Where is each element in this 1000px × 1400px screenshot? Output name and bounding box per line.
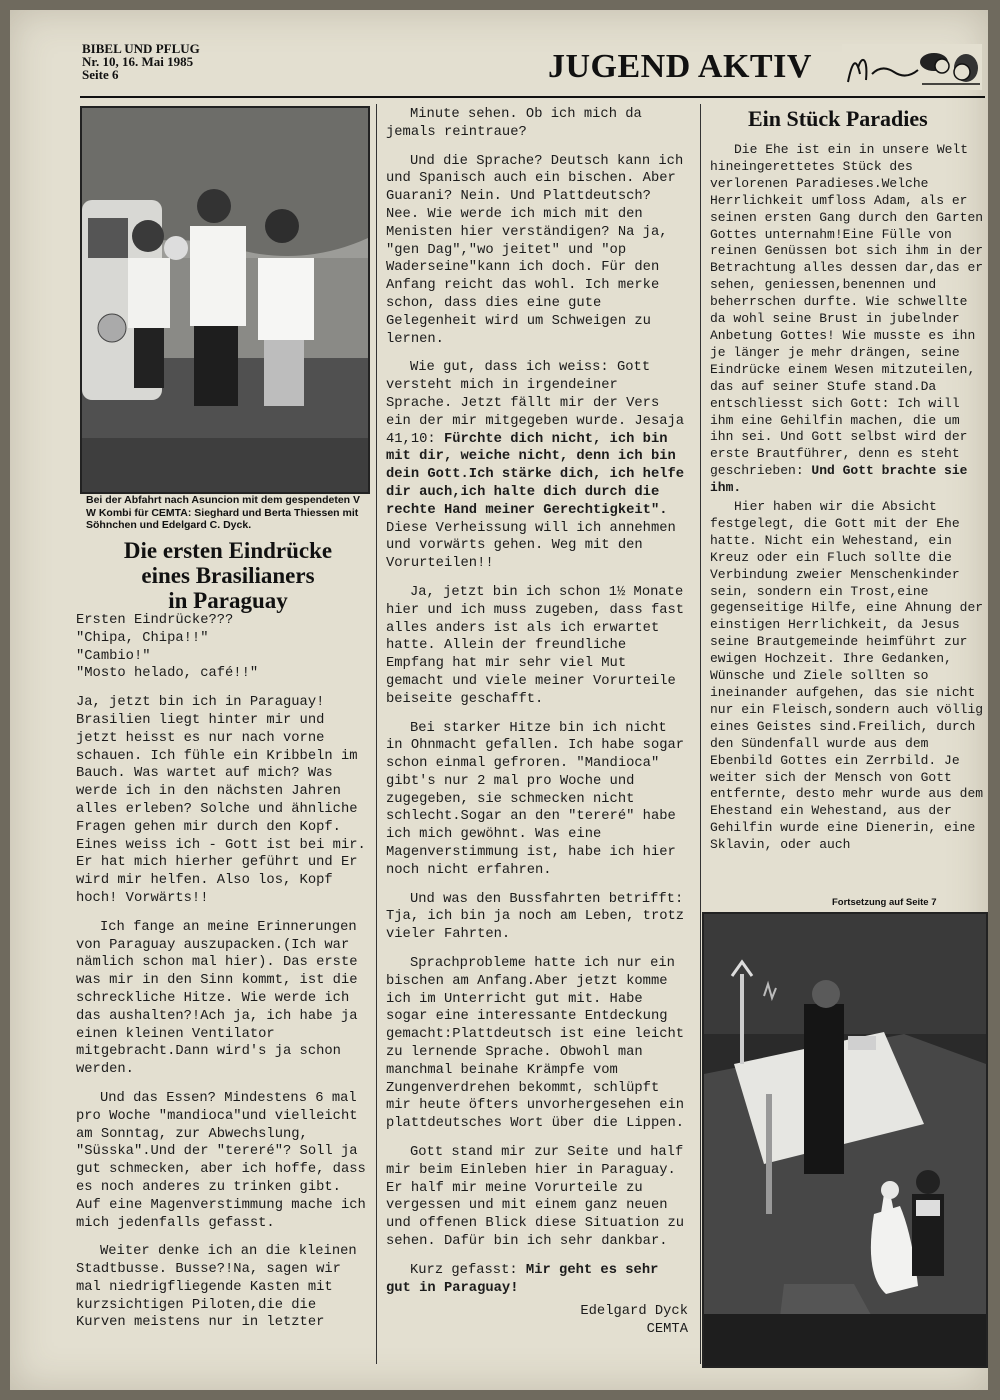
verse-intro: Wie gut, dass ich weiss: Gott versteht mich in irgendeiner Sprache. Jetzt fällt mir der Vers ein der mir mitgegeben wurde. Jesaja 41,10:: [386, 360, 685, 447]
article-paragraph: Bei starker Hitze bin ich nicht in Ohnmacht gefallen. Ich habe sogar schon einmal gefroren. "Mandioca" gibt's nur 2 mal pro Woche und zugegeben, sie schmecken nicht schlecht.Sogar an den "tereré" habe ich mich gewöhnt. Was eine Magenverstimmung ist, habe ich hier noch nicht erfahren.: [386, 720, 685, 878]
page-number: Seite 6: [82, 67, 119, 82]
header-rule: [80, 96, 985, 98]
article2-paragraph: [710, 142, 986, 497]
bible-verse: Fürchte dich nicht, ich bin mit dir, weiche nicht, denn ich bin dein Gott.Ich stärke dich, ich helfe dir auch,ich halte dich durch die rechte Hand meiner Gerechtigkeit".: [386, 431, 685, 518]
article-column-2: [386, 106, 688, 1339]
article-paragraph: Ersten Eindrücke??? "Chipa, Chipa!!" "Cambio!" "Mosto helado, café!!": [76, 613, 259, 682]
article2-text: Die Ehe ist ein in unsere Welt hineingerettetes Stück des verlorenen Paradieses.Welche Herrlichkeit umfloss Adam, als er seinen ersten Gang durch den Garten Gottes unternahm!Eine Fülle von reinen Genüssen bot sich ihm in der Betrachtung alles dessen dar,das er sehen, geniessen,benennen und beherrschen durfte. Wie schwellte da wohl seine Brust in jubelnder Anbetung Gottes! Wie musste es ihn je länger je mehr drängen, seine Eindrücke einem Wesen mitzuteilen, das auf seiner Stufe stand.Da entschliesst sich Gott: Ich will ihm eine Gehilfin machen, die um ihn sei. Und Gott selbst wird der erste Brautführer, denn es steht geschrieben:: [710, 142, 984, 479]
wedding-photo: [702, 912, 988, 1368]
article-paragraph: Gott stand mir zur Seite und half mir beim Einleben hier in Paraguay. Er half mir meine Vorurteile zu vergessen und mit einem ganz neuen und offenen Blick diese Situation zu sehen. Dafür bin ich sehr dankbar.: [386, 1145, 685, 1250]
article-paragraph: Minute sehen. Ob ich mich da jemals reintraue?: [386, 107, 642, 140]
header-illustration: [842, 44, 982, 90]
closing-statement: Mir geht es sehr gut in Paraguay!: [386, 1262, 659, 1296]
departure-photo: [80, 106, 370, 494]
article-paragraph: Und die Sprache? Deutsch kann ich und Spanisch auch ein bischen. Aber Guarani? Nein. Und Plattdeutsch? Nee. Wie werde ich mich mit den Menisten hier verständigen? Na ja, "gen Dag","wo jeitet" und "op Waderseine"kann ich doch. Für den Anfang reicht das wohl. Ich merke schon, dass dies eine gute Gelegenheit wird um Schweigen zu lernen.: [386, 153, 684, 347]
article-paragraph: Und das Essen? Mindestens 6 mal pro Woche "mandioca"und vielleicht am Sonntag, zur Abwechslung, "Süsska".Und der "tereré"? Soll ja gut schmecken, aber ich hoffe, dass es noch anderes zu trinken gibt. Auf eine Magenverstimmung mache ich mich jedenfalls gefasst.: [76, 1090, 366, 1231]
closing-paragraph: [386, 1262, 688, 1298]
article2-title: Ein Stück Paradies: [748, 106, 928, 131]
article-column-3: [710, 142, 986, 865]
article-paragraph: Ich fange an meine Erinnerungen von Paraguay auszupacken.(Ich war nämlich schon mal hier). Das erste was mir in den Sinn kommt, ist die schreckliche Hitze. Wie werde ich das aushalten?!Ach ja, ich habe ja einen kleinen Ventilator mitgebracht.Dann wird's ja schon werden.: [76, 919, 358, 1078]
issue-date: Nr. 10, 16. Mai 1985: [82, 54, 194, 69]
closing-intro: Kurz gefasst:: [410, 1262, 526, 1278]
verse-after: Diese Verheissung will ich annehmen und vorwärts gehen. Weg mit den Vorurteilen!!: [386, 520, 676, 572]
article-paragraph: Ja, jetzt bin ich schon 1½ Monate hier und ich muss zugeben, dass fast alles anders ist als ich erwartet hatte. Allein der freundliche Empfang hat mir sehr viel Mut gemacht und viele meiner Vorurteile beiseite geschafft.: [386, 584, 685, 707]
article-paragraph: Und was den Bussfahrten betrifft: Tja, ich bin ja noch am Leben, trotz vieler Fahrten.: [386, 891, 685, 943]
column-divider: [376, 104, 377, 1364]
article-headline: [84, 538, 372, 613]
headline-line: Die ersten Eindrücke: [123, 538, 333, 563]
section-title: JUGEND AKTIV: [548, 48, 812, 85]
headline-line: in Paraguay: [168, 588, 288, 613]
article-paragraph: Sprachprobleme hatte ich nur ein bischen am Anfang.Aber jetzt komme ich im Unterricht gut mit. Habe sogar eine interessante Entdeckung gemacht:Plattdeutsch ist eine leicht zu lernende Sprache. Obwohl man manchmal beinahe Krämpfe vom Zungenverdrehen bekommt, schlüpft mir heute öfters unvorhergesehen ein plattdeutsches Wort über die Lippen.: [386, 956, 685, 1132]
signature-org: CEMTA: [646, 1322, 688, 1338]
publication-name: BIBEL UND PFLUG: [82, 41, 200, 56]
article-paragraph: Ja, jetzt bin ich in Paraguay! Brasilien liegt hinter mir und jetzt heisst es nur nach vorne schauen. Ich fühle ein Kribbeln im Bauch. Was wartet auf mich? Was werde ich in den nächsten Jahren alles erleben? Solche und ähnliche Fragen gehen mir durch den Kopf. Eines weiss ich - Gott ist bei mir. Er hat mich hierher geführt und Er wird mir helfen. Also los, Kopf hoch! Vorwärts!!: [76, 695, 366, 906]
signature-name: Edelgard Dyck: [580, 1304, 688, 1320]
scripture-quote: Und Gott brachte sie ihm.: [710, 463, 968, 496]
masthead: [82, 42, 200, 81]
continued-note: Fortsetzung auf Seite 7: [832, 897, 937, 908]
article2-paragraph: Hier haben wir die Absicht festgelegt, die Gott mit der Ehe hatte. Nicht ein Wehestand, ein Kreuz oder ein Fluch sollte die Verbindung zweier Menschenkinder sein, sondern ein Trost,eine gegenseitige Hilfe, eine Ahnung der einstigen Herrlichkeit, da Jesus seine Brautgemeinde heimführt zur ewigen Hochzeit. Ihre Gedanken, Wünsche und Ziele sollten so ineinander aufgehen, das sie nicht nur ein Fleisch,sondern auch völlig eines Geistes sind.Freilich, durch den Sündenfall wurde aus dem Ebenbild Gottes ein Zerrbild. Je weiter sich der Mensch von Gott entfernte, desto mehr wurde aus dem Ehestand ein Wehestand, aus der Gehilfin wurde eine Dienerin, eine Sklavin, oder auch: [710, 499, 984, 853]
verse-paragraph: [386, 359, 688, 573]
article-column-1: [76, 612, 370, 1343]
headline-line: eines Brasilianers: [141, 563, 315, 588]
article-paragraph: Weiter denke ich an die kleinen Stadtbusse. Busse?!Na, sagen wir mal niedrigfliegende Kasten mit kurzsichtigen Piloten,die die Kurven meistens nur in letzter: [76, 1244, 357, 1331]
photo-caption: Bei der Abfahrt nach Asuncion mit dem gespendeten V W Kombi für CEMTA: Sieghard und Berta Thiessen mit Söhnchen und Edelgard C. Dyck.: [86, 494, 361, 531]
column-divider: [700, 104, 701, 1364]
